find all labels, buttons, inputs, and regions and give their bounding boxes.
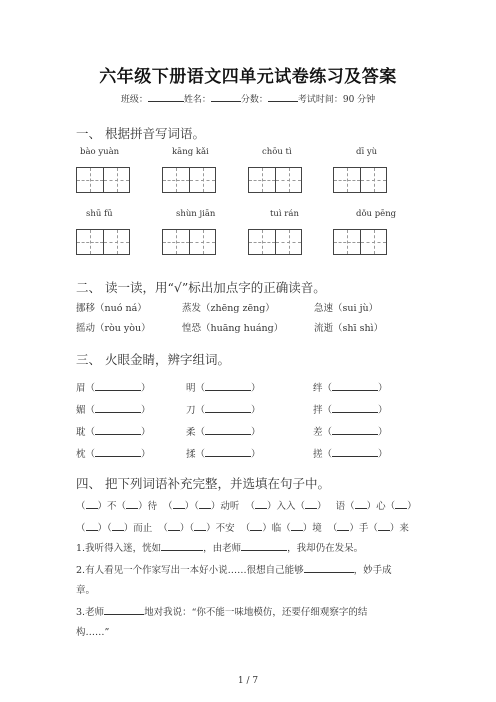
reading-word: 蒸发 <box>182 303 202 314</box>
idiom-text: 不 <box>107 501 117 512</box>
name-label: 姓名： <box>183 95 211 105</box>
idiom-blank[interactable] <box>168 522 180 531</box>
reading-item <box>182 300 275 314</box>
reading-word: 惶恐 <box>182 323 202 334</box>
word-blank[interactable] <box>332 447 378 457</box>
word-item: 明（ ） <box>186 383 261 394</box>
idiom-text: 动听 <box>220 501 240 512</box>
writing-grid[interactable] <box>333 167 387 193</box>
pinyin-label: kāng kǎi <box>172 147 209 157</box>
section1-heading: 一、 根据拼音写词语。 <box>76 126 205 141</box>
reading-word: 摇动 <box>76 323 96 334</box>
reading-options[interactable]: （huāng huáng） <box>201 323 284 334</box>
sentence-blank[interactable] <box>304 563 354 573</box>
word-blank[interactable] <box>95 425 141 435</box>
word-blank[interactable] <box>205 403 251 413</box>
word-char: 刀 <box>186 405 196 416</box>
sentence-blank[interactable] <box>161 541 203 551</box>
idiom-blank[interactable] <box>355 500 367 509</box>
writing-grid[interactable] <box>162 229 216 255</box>
reading-options[interactable]: （nuó ná） <box>95 303 147 314</box>
grid-cell[interactable] <box>189 168 215 192</box>
idiom-blank[interactable] <box>173 500 185 509</box>
word-char: 柔 <box>186 427 196 438</box>
reading-item <box>76 320 151 334</box>
idiom-text: 心 <box>376 501 386 512</box>
grid-cell[interactable] <box>163 230 189 254</box>
idiom-blank[interactable] <box>86 522 98 531</box>
sentence-text: ，我却仍在发呆。 <box>287 543 364 554</box>
word-blank[interactable] <box>95 403 141 413</box>
word-item: 刀（ ） <box>186 405 261 416</box>
word-item: 揉（ ） <box>186 449 261 460</box>
sentence-1 <box>76 540 363 554</box>
grid-cell[interactable] <box>334 230 360 254</box>
sentence-2 <box>76 562 392 576</box>
idiom-text: 而止 <box>133 523 153 534</box>
section4-heading: 四、 把下列词语补充完整，并选填在句子中。 <box>76 476 330 491</box>
grid-cell[interactable] <box>103 230 129 254</box>
section2-heading: 二、 读一读，用“√”标出加点字的正确读音。 <box>76 280 326 295</box>
grid-cell[interactable] <box>163 168 189 192</box>
sentence-text: 地对我说：“你不能一味地模仿，还要仔细观察字的结 <box>144 607 368 618</box>
word-char: 拌 <box>313 405 323 416</box>
pinyin-label: shū fū <box>86 209 113 219</box>
page-number: 1 / 7 <box>237 676 259 686</box>
word-item: 拌（ ） <box>313 405 388 416</box>
idiom-blank[interactable] <box>305 500 317 509</box>
idiom-blank[interactable] <box>194 522 206 531</box>
word-blank[interactable] <box>205 381 251 391</box>
word-item: 搓（ ） <box>313 449 388 460</box>
class-label: 班级： <box>120 95 148 105</box>
grid-cell[interactable] <box>77 168 103 192</box>
idiom-blank[interactable] <box>255 500 267 509</box>
word-char: 媚 <box>76 405 86 416</box>
writing-grid[interactable] <box>162 167 216 193</box>
word-char: 耽 <box>76 427 86 438</box>
reading-options[interactable]: （ròu yòu） <box>95 323 151 334</box>
sentence-2-cont: 章。 <box>76 585 96 596</box>
sentence-text: 3.老师 <box>76 607 105 618</box>
reading-word: 挪移 <box>76 303 96 314</box>
word-item: 眉（ ） <box>76 383 151 394</box>
idiom-blank[interactable] <box>337 522 349 531</box>
word-char: 绊 <box>313 383 323 394</box>
grid-cell[interactable] <box>360 230 386 254</box>
word-char: 搓 <box>313 449 323 460</box>
grid-cell[interactable] <box>275 168 301 192</box>
score-blank[interactable] <box>268 92 298 102</box>
idiom-row: （ ）不（ ）待 （ ）（ ）动听 （ ）入入（ ） 语（ ）心（ ） <box>76 501 417 512</box>
reading-word: 急速 <box>314 303 334 314</box>
word-item: 枕（ ） <box>76 449 151 460</box>
name-blank[interactable] <box>211 92 241 102</box>
pinyin-label: dī yù <box>356 147 378 157</box>
word-blank[interactable] <box>205 447 251 457</box>
idiom-text: 来 <box>399 523 409 534</box>
reading-item <box>314 300 378 314</box>
writing-grid[interactable] <box>248 167 302 193</box>
idiom-blank[interactable] <box>126 500 138 509</box>
idiom-text: 待 <box>147 501 158 512</box>
grid-cell[interactable] <box>334 168 360 192</box>
idiom-text: 手 <box>358 523 369 534</box>
idiom-blank[interactable] <box>378 522 390 531</box>
idiom-blank[interactable] <box>395 500 407 509</box>
reading-options[interactable]: （sui jù） <box>333 303 379 314</box>
sentence-text: 1.我听得入迷，恍如 <box>76 543 162 554</box>
word-char: 明 <box>186 383 196 394</box>
word-blank[interactable] <box>332 425 378 435</box>
idiom-blank[interactable] <box>112 522 124 531</box>
idiom-blank[interactable] <box>199 500 211 509</box>
pinyin-label: shùn jiān <box>176 209 216 219</box>
grid-cell[interactable] <box>249 230 275 254</box>
grid-cell[interactable] <box>77 230 103 254</box>
grid-cell[interactable] <box>103 168 129 192</box>
word-blank[interactable] <box>95 381 141 391</box>
word-char: 枕 <box>76 449 86 460</box>
sentence-text: ，由老师 <box>203 543 242 554</box>
reading-options[interactable]: （zhēng zēng） <box>201 303 275 314</box>
time-label: 考试时间：90 分钟 <box>297 95 376 105</box>
writing-grid[interactable] <box>76 229 130 255</box>
idiom-blank[interactable] <box>291 522 303 531</box>
sentence-text: ，妙手成 <box>353 565 392 576</box>
word-blank[interactable] <box>332 381 378 391</box>
word-item: 媚（ ） <box>76 405 151 416</box>
word-char: 差 <box>313 427 323 438</box>
reading-options[interactable]: （shī shì） <box>333 323 384 334</box>
idiom-blank[interactable] <box>86 500 98 509</box>
reading-word: 流逝 <box>314 323 334 334</box>
word-char: 揉 <box>186 449 196 460</box>
word-item: 柔（ ） <box>186 427 261 438</box>
word-blank[interactable] <box>95 447 141 457</box>
word-item: 绊（ ） <box>313 383 388 394</box>
grid-cell[interactable] <box>360 168 386 192</box>
idiom-text: 境 <box>312 523 322 534</box>
word-item: 差（ ） <box>313 427 388 438</box>
idiom-text: 语 <box>335 501 346 512</box>
sentence-blank[interactable] <box>104 605 144 615</box>
reading-item <box>182 320 283 334</box>
class-blank[interactable] <box>148 92 184 102</box>
word-char: 眉 <box>76 383 86 394</box>
writing-grid[interactable] <box>333 229 387 255</box>
sentence-blank[interactable] <box>241 541 287 551</box>
grid-cell[interactable] <box>189 230 215 254</box>
reading-item <box>76 300 147 314</box>
sentence-3-cont: 构……” <box>76 627 110 638</box>
word-blank[interactable] <box>205 425 251 435</box>
score-label: 分数： <box>240 95 268 105</box>
student-info-line <box>0 92 496 105</box>
reading-item <box>314 320 383 334</box>
pinyin-label: chōu tì <box>262 147 292 157</box>
word-blank[interactable] <box>332 403 378 413</box>
pinyin-label: bào yuàn <box>80 147 120 157</box>
idiom-text: 入入 <box>276 501 296 512</box>
idiom-blank[interactable] <box>250 522 262 531</box>
idiom-row: （ ）（ ）而止 （ ）（ ）不安 （ ）临（ ）境 （ ）手（ ）来 <box>76 523 409 534</box>
idiom-text: 临 <box>271 523 282 534</box>
writing-grid[interactable] <box>76 167 130 193</box>
idiom-text: 不安 <box>215 523 235 534</box>
page-title: 六年级下册语文四单元试卷练习及答案 <box>99 67 397 87</box>
writing-grid[interactable] <box>248 229 302 255</box>
section3-heading: 三、 火眼金睛，辨字组词。 <box>76 352 230 367</box>
word-item: 耽（ ） <box>76 427 151 438</box>
sentence-text: 2.有人看见一个作家写出一本好小说……很想自己能够 <box>76 565 304 576</box>
grid-cell[interactable] <box>275 230 301 254</box>
sentence-3 <box>76 604 367 618</box>
pinyin-label: dǒu pēng <box>356 209 397 219</box>
grid-cell[interactable] <box>249 168 275 192</box>
pinyin-label: tuì rán <box>270 209 299 219</box>
